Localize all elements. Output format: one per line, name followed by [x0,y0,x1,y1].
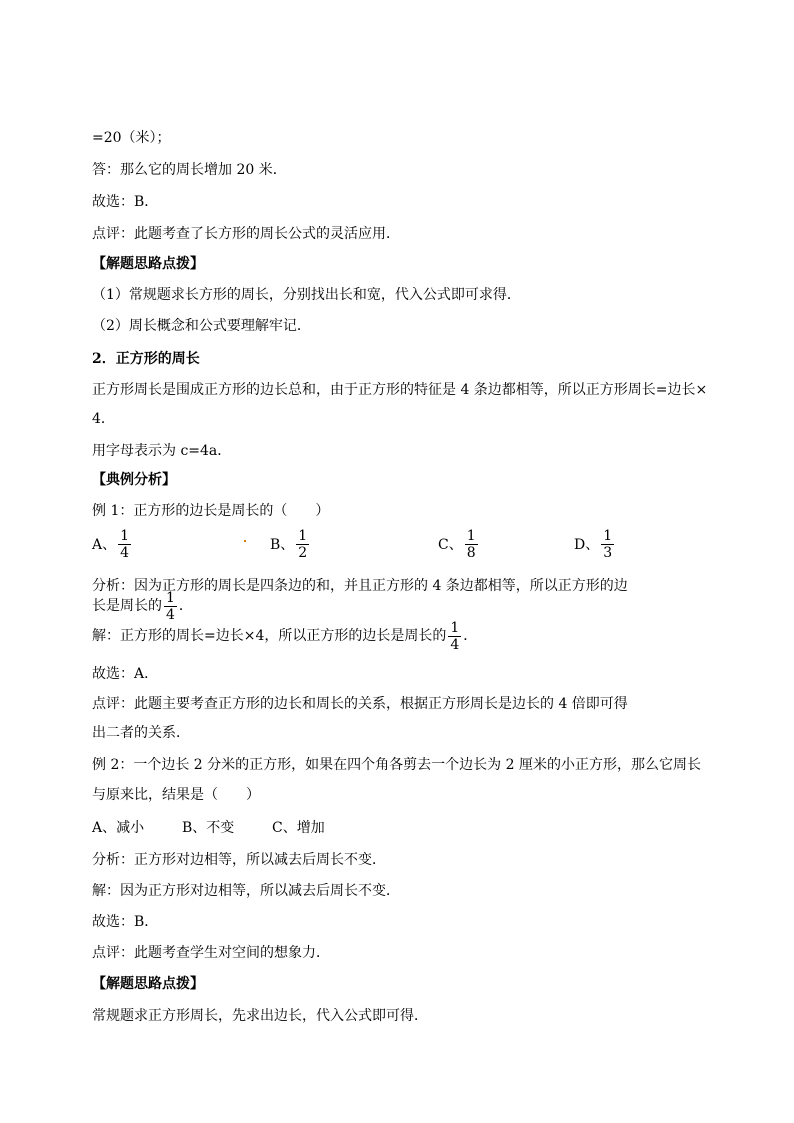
question-text: 例 2：一个边长 2 分米的正方形，如果在四个角各剪去一个边长为 2 厘米的小正方形，那么它周长 [92,757,701,773]
text-line: 4． [92,411,115,427]
section-heading: 【典例分析】 [92,472,176,488]
option-a [92,528,133,561]
question-text: 与原来比，结果是（ ） [92,787,260,803]
options-row [92,528,712,568]
text-line: 点评：此题考查了长方形的周长公式的灵活应用． [92,226,400,242]
fraction [601,528,614,561]
solution-text: 解：正方形的周长=边长×4，所以正方形的边长是周长的 [92,628,447,644]
fraction-numerator: 1 [450,619,460,636]
fraction-numerator: 1 [298,528,308,544]
option-label: B、 [270,536,295,553]
analysis-text: 分析：因为正方形的周长是四条边的和，并且正方形的 4 条边都相等，所以正方形的边 [92,578,628,594]
text-line: （1）常规题求长方形的周长，分别找出长和宽，代入公式即可求得． [92,287,521,303]
option-label: D、 [574,536,600,553]
fraction-denominator: 8 [466,545,476,561]
fraction [465,528,478,561]
choice-text: 故选：B． [92,914,159,930]
option-a: A、减小 [92,820,145,836]
option-label: C、 [438,536,463,553]
fraction-denominator: 4 [120,545,130,561]
choice-text: 故选：A． [92,666,159,682]
fraction [118,528,131,561]
fraction-numerator: 1 [120,528,130,544]
text-line: 答：那么它的周长增加 20 米． [92,162,287,178]
option-d [574,528,616,561]
review-text: 出二者的关系． [92,725,190,741]
section-heading: 【解题思路点拨】 [92,256,204,272]
text-line: 常规题求正方形周长，先求出边长，代入公式即可得． [92,1008,428,1024]
fraction-denominator: 4 [166,606,175,623]
option-c: C、增加 [272,820,325,836]
text-line: =20（米）； [92,130,171,146]
fraction-denominator: 3 [603,545,613,561]
fraction [296,528,309,561]
option-b [270,528,311,561]
section-heading: 2．正方形的周长 [92,351,200,367]
review-text: 点评：此题考查学生对空间的想象力． [92,945,330,961]
fraction-numerator: 1 [466,528,476,544]
option-b: B、不变 [182,820,235,836]
section-heading: 【解题思路点拨】 [92,976,204,992]
solution-text-end: ． [463,628,478,644]
review-text: 点评：此题主要考查正方形的边长和周长的关系，根据正方形周长是边长的 4 倍即可得 [92,696,628,712]
text-line: 正方形周长是围成正方形的边长总和，由于正方形的特征是 4 条边都相等，所以正方形周长=边长× [92,382,708,398]
fraction-denominator: 2 [298,545,308,561]
stray-dot [244,540,246,542]
text-line: 用字母表示为 c=4a． [92,443,232,459]
analysis-text: 分析：正方形对边相等，所以减去后周长不变． [92,852,386,868]
text-line: 故选：B． [92,194,159,210]
text-line: （2）周长概念和公式要理解牢记． [92,318,311,334]
option-c [438,528,480,561]
solution-line [92,616,477,656]
fraction-numerator: 1 [603,528,613,544]
solution-text: 解：因为正方形对边相等，所以减去后周长不变． [92,883,400,899]
analysis-text: 长是周长的 [92,598,162,614]
analysis-text-end: ． [178,598,193,614]
question-text: 例 1：正方形的边长是周长的（ ） [92,503,330,519]
fraction-numerator: 1 [166,589,175,606]
fraction-denominator: 4 [450,636,460,653]
fraction [448,620,461,653]
option-label: A、 [92,536,117,553]
